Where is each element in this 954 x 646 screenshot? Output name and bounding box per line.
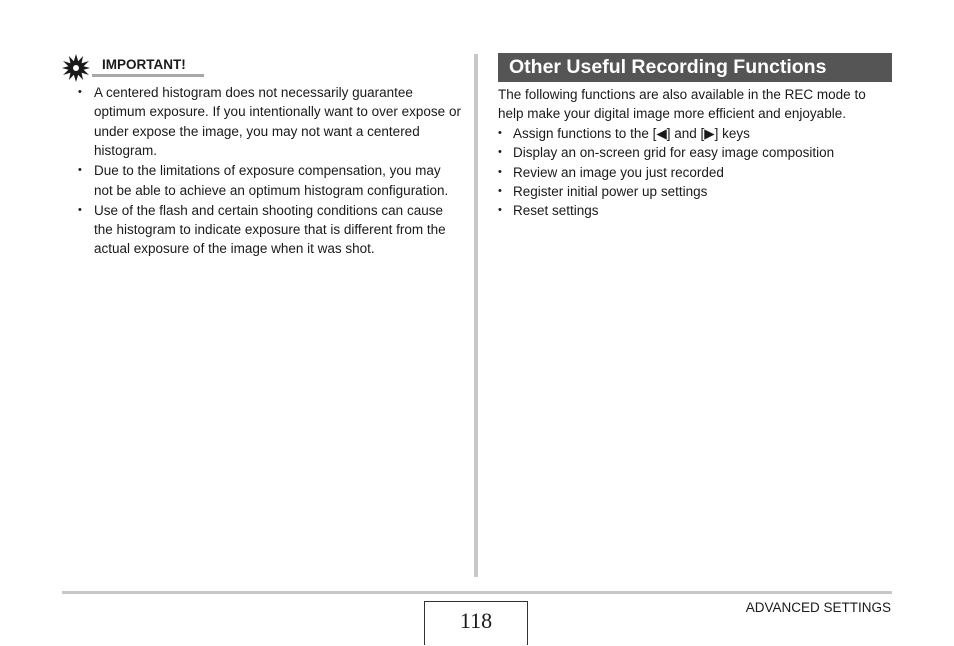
section-intro: The following functions are also available in the REC mode to help make your digital image more efficient and enjoyable. [498,87,866,122]
footer-rule [62,591,892,594]
section-other-functions [498,53,892,221]
list-item: • A centered histogram does not necessarily guarantee optimum exposure. If you intentionally want to over expose or under expose the image, you may not want a centered histogram. [62,83,462,161]
list-item: • Register initial power up settings [498,182,892,201]
functions-list [498,124,892,221]
important-notes [62,54,462,259]
starburst-icon [62,54,90,82]
list-item: • Due to the limitations of exposure compensation, you may not be able to achieve an optimum histogram configuration. [62,161,462,200]
column-divider [474,54,478,577]
important-label: IMPORTANT! [102,57,186,72]
section-title: Other Useful Recording Functions [498,53,892,82]
important-header [62,54,462,78]
list-item: • Reset settings [498,201,892,220]
footer-section-name: ADVANCED SETTINGS [745,600,891,615]
important-underline [92,74,204,77]
important-list [62,83,462,259]
list-item: • Assign functions to the [◀] and [▶] keys [498,124,892,143]
page-number: 118 [424,601,528,645]
list-item: • Review an image you just recorded [498,163,892,182]
list-item: • Display an on-screen grid for easy image composition [498,143,892,162]
list-item: • Use of the flash and certain shooting conditions can cause the histogram to indicate exposure that is different from the actual exposure of the image when it was shot. [62,201,462,259]
